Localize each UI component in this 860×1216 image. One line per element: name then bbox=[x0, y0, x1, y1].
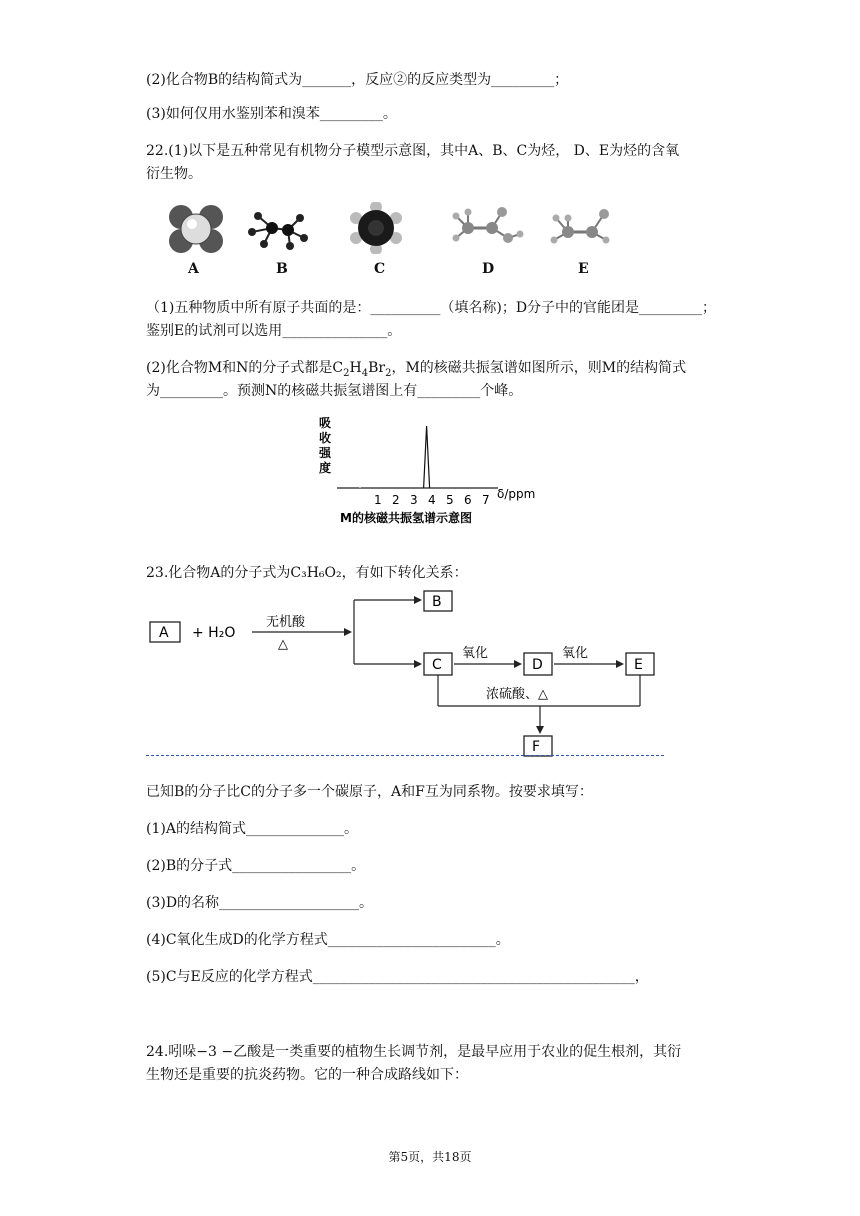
nmr-spectrum-figure bbox=[300, 412, 570, 532]
q24-line-1: 24.吲哚−3 −乙酸是一类重要的植物生长调节剂，是最早应用于农业的促生根剂，其衍 bbox=[146, 1044, 682, 1060]
model-label-b: B bbox=[276, 261, 288, 277]
scheme-oxidation-2: 氧化 bbox=[562, 646, 589, 661]
q22-part1-line-1: （1)五种物质中所有原子共面的是：__________（填名称)；D分子中的官能团是_________； bbox=[146, 300, 717, 316]
model-label-a: A bbox=[188, 261, 199, 277]
q21-line-2: (2)化合物B的结构简式为_______，反应②的反应类型为_________； bbox=[146, 72, 569, 88]
q22-part2-line-2: 为_________。预测N的核磁共振氢谱图上有_________个峰。 bbox=[146, 383, 523, 399]
q22-part2-line-1: (2)化合物M和N的分子式都是$C_2H_4Br_2$，M的核磁共振氢谱如图所示，则M的结构简式 bbox=[146, 360, 687, 379]
q22-intro-line-1: 22.(1)以下是五种常见有机物分子模型示意图，其中A、B、C为烃， D、E为烃的含氧 bbox=[146, 143, 680, 159]
q22-part2-pre: (2)化合物M和N的分子式都是C bbox=[146, 360, 344, 376]
nmr-tick-4: 4 bbox=[428, 493, 436, 507]
model-a-image bbox=[168, 204, 224, 254]
q21-line-3: (3)如何仅用水鉴别苯和溴苯_________。 bbox=[146, 106, 397, 122]
scheme-label-c: C bbox=[432, 657, 442, 673]
nmr-caption: M的核磁共振氢谱示意图 bbox=[340, 511, 472, 525]
q23-question-2: (2)B的分子式_________________。 bbox=[146, 858, 366, 874]
q23-question-1: (1)A的结构简式______________。 bbox=[146, 821, 358, 837]
scheme-oxidation-1: 氧化 bbox=[462, 646, 489, 661]
model-label-d: D bbox=[482, 261, 495, 277]
model-c-image bbox=[350, 202, 402, 254]
q23-question-4: (4)C氧化生成D的化学方程式________________________。 bbox=[146, 932, 510, 948]
nmr-xlabel: δ/ppm bbox=[497, 487, 536, 501]
scheme-label-b: B bbox=[432, 594, 442, 610]
nmr-peak bbox=[424, 426, 430, 488]
scheme-catalyst-top: 无机酸 bbox=[266, 615, 306, 630]
q22-intro-line-2: 衍生物。 bbox=[146, 166, 202, 182]
page-number: 第5页，共18页 bbox=[388, 1150, 472, 1164]
q23-question-5: (5)C与E反应的化学方程式______________________________________________， bbox=[146, 969, 649, 985]
scheme-water: + H₂O bbox=[192, 625, 236, 641]
model-b-image bbox=[248, 206, 310, 250]
scheme-label-d: D bbox=[532, 657, 543, 673]
scheme-label-e: E bbox=[634, 657, 643, 673]
scheme-catalyst-bottom: △ bbox=[278, 637, 288, 652]
q23-known: 已知B的分子比C的分子多一个碳原子，A和F互为同系物。按要求填写： bbox=[146, 784, 593, 800]
nmr-tick-3: 3 bbox=[410, 493, 418, 507]
reaction-scheme bbox=[146, 590, 666, 760]
model-d-image bbox=[450, 204, 530, 250]
q22-part1-line-2: 鉴别E的试剂可以选用_______________。 bbox=[146, 323, 402, 339]
nmr-ylabel-char-2: 收 bbox=[319, 431, 332, 445]
scheme-label-f: F bbox=[532, 739, 541, 755]
scheme-conc-acid: 浓硫酸、△ bbox=[486, 687, 548, 702]
q24-line-2: 生物还是重要的抗炎药物。它的一种合成路线如下： bbox=[146, 1067, 468, 1083]
nmr-ylabel-char-3: 强 bbox=[319, 446, 332, 460]
q22-part2-post: ，M的核磁共振氢谱如图所示，则M的结构简式 bbox=[391, 360, 687, 376]
molecule-models bbox=[160, 200, 640, 285]
nmr-tick-1: 1 bbox=[374, 493, 382, 507]
scheme-label-a: A bbox=[159, 625, 169, 641]
model-label-c: C bbox=[374, 261, 386, 277]
nmr-tick-6: 6 bbox=[464, 493, 472, 507]
q23-intro: 23.化合物A的分子式为C₃H₆O₂，有如下转化关系： bbox=[146, 565, 468, 581]
nmr-ylabel-char-1: 吸 bbox=[319, 416, 332, 430]
nmr-tick-7: 7 bbox=[482, 493, 490, 507]
model-e-image bbox=[550, 204, 620, 250]
nmr-tick-2: 2 bbox=[392, 493, 400, 507]
nmr-tick-5: 5 bbox=[446, 493, 454, 507]
q23-question-3: (3)D的名称____________________。 bbox=[146, 895, 374, 911]
nmr-ylabel-char-4: 度 bbox=[319, 461, 332, 475]
section-divider bbox=[146, 755, 664, 756]
model-label-e: E bbox=[578, 261, 589, 277]
